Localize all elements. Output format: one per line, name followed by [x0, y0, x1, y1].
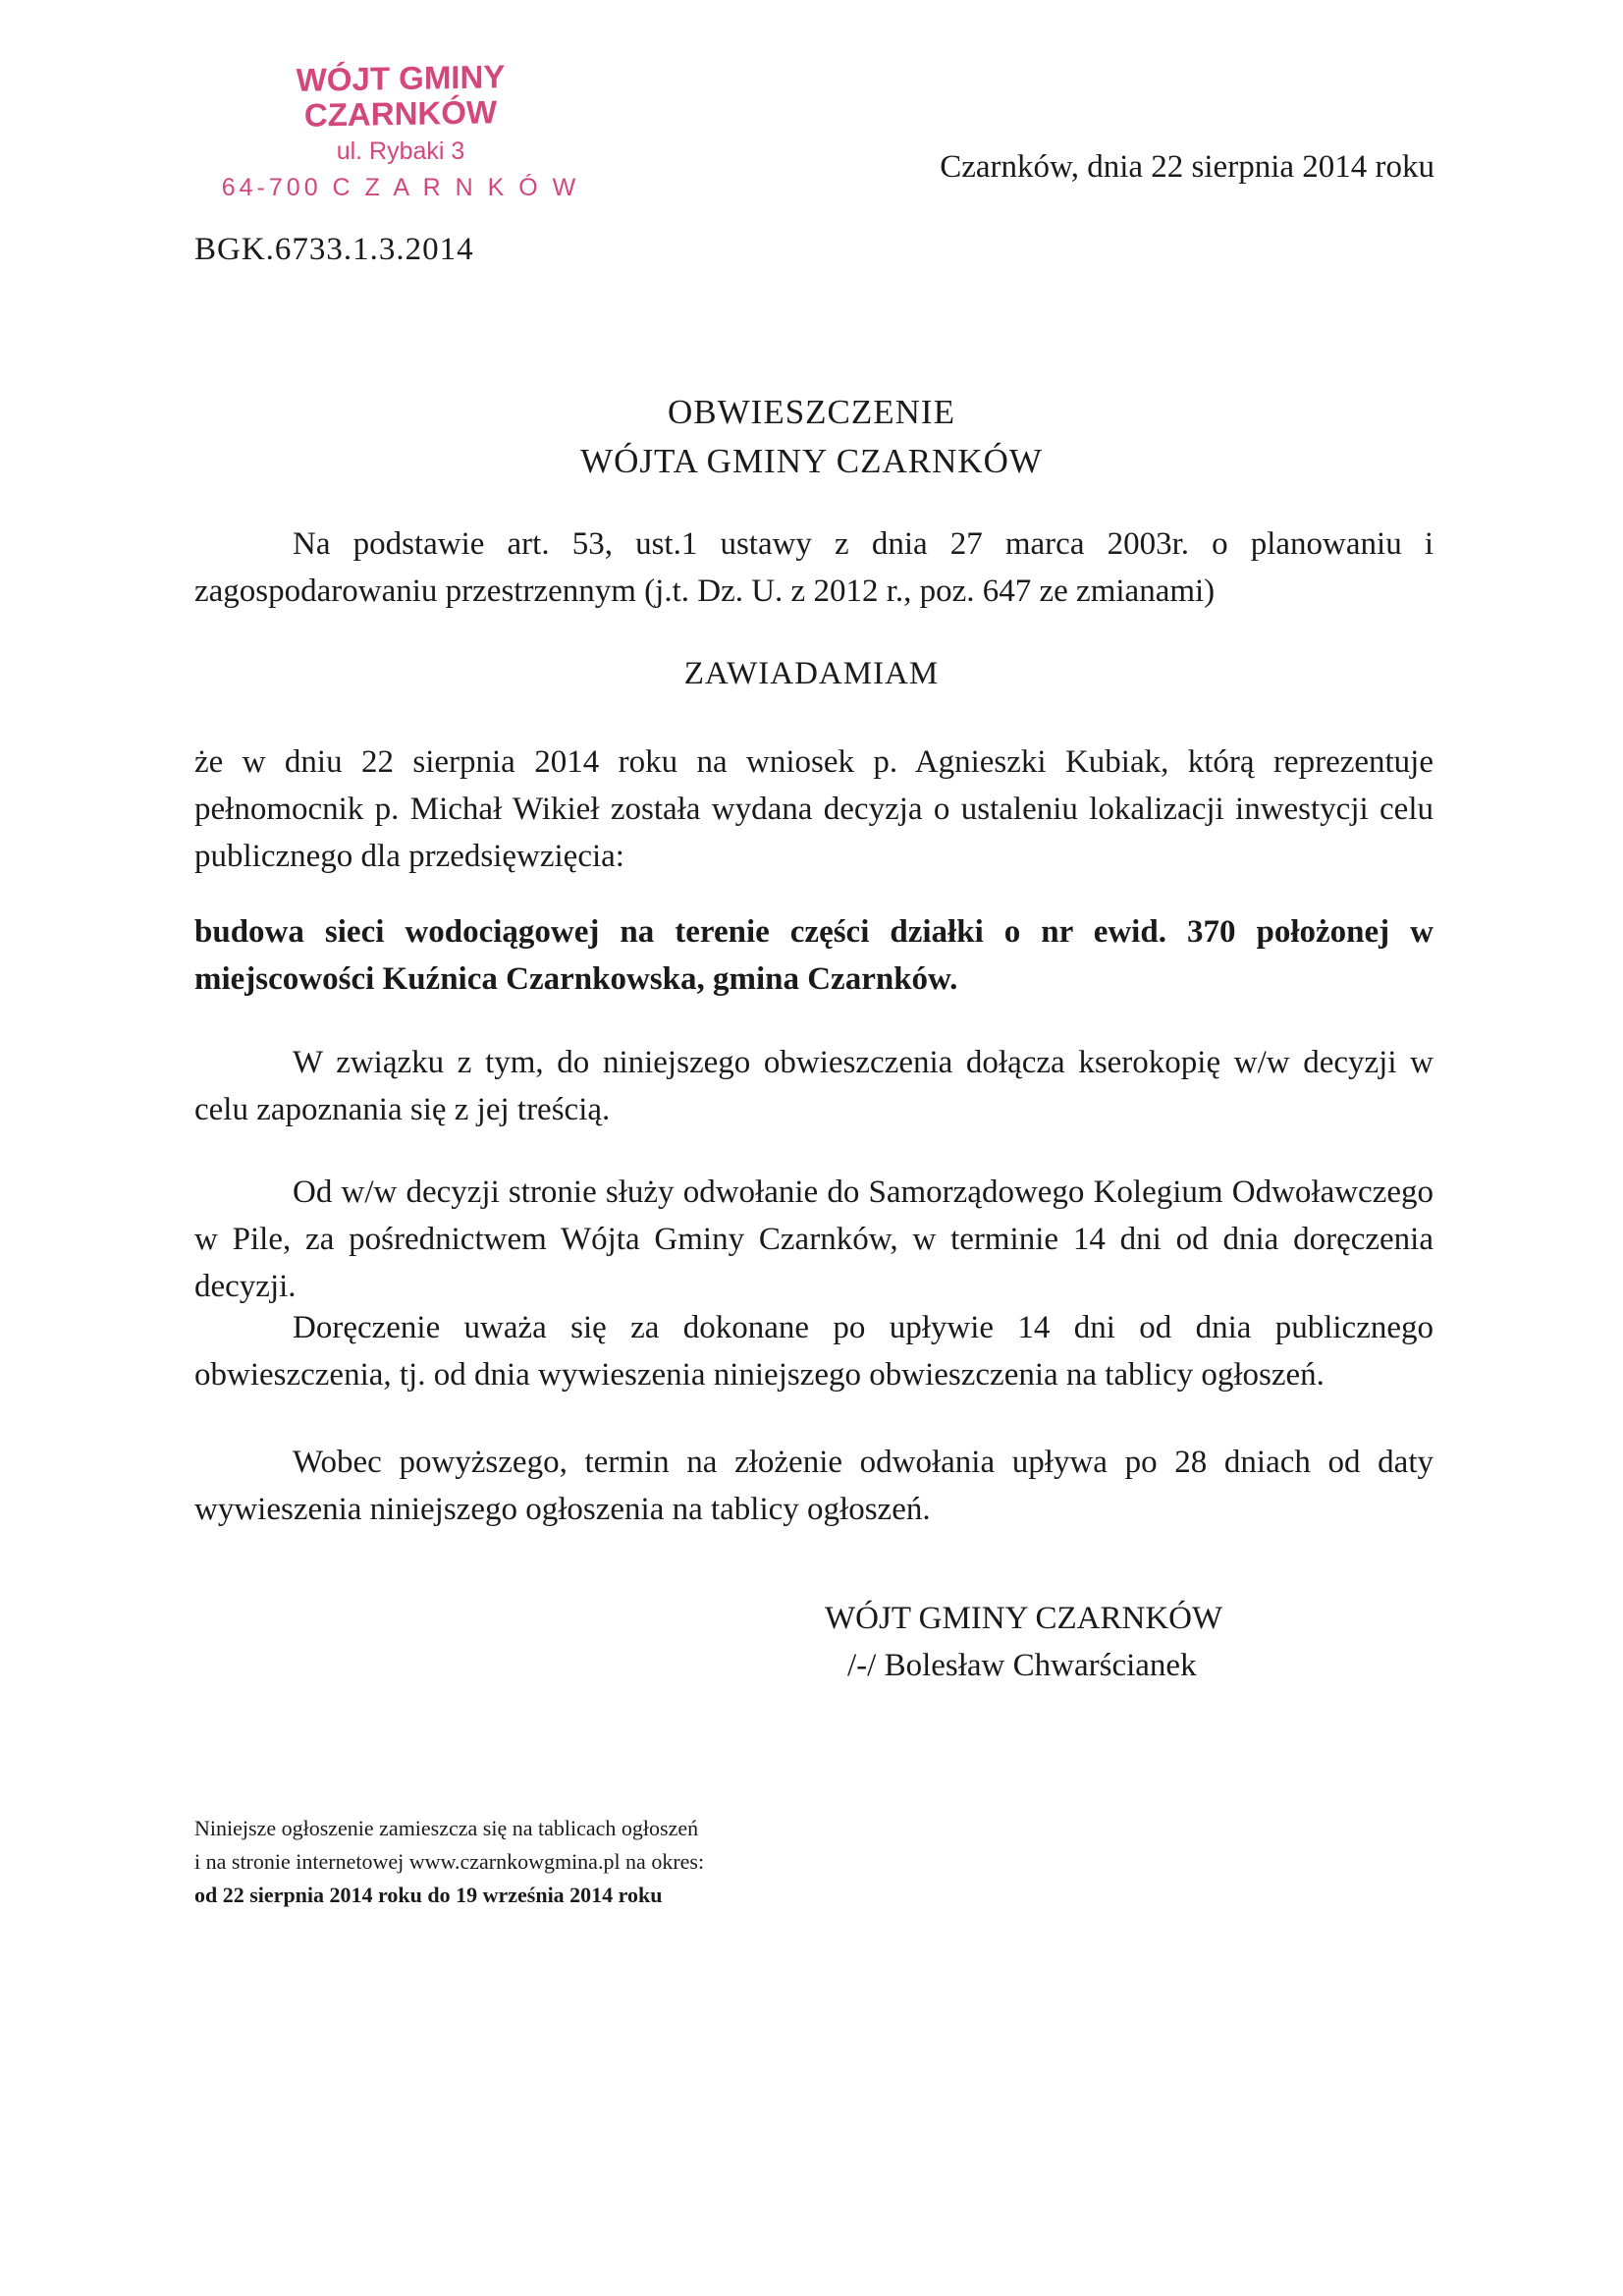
signature-office: WÓJT GMINY CZARNKÓW	[825, 1601, 1223, 1636]
appeal-paragraph: Od w/w decyzji stronie służy odwołanie do Samorządowego Kolegium Odwoławczego w Pile, za pośrednictwem Wójta Gminy Czarnków, w terminie 14 dni od dnia doręczenia decyzji.	[194, 1175, 1434, 1304]
announce-heading: ZAWIADAMIAM	[683, 656, 940, 691]
document-title: OBWIESZCZENIE	[668, 393, 955, 431]
notice-paragraph: że w dniu 22 sierpnia 2014 roku na wniosek p. Agnieszki Kubiak, którą reprezentuje pełnomocnik p. Michał Wikieł została wydana decyzja o ustaleniu lokalizacji inwestycji celu publicznego dla przedsięwzięcia:	[194, 744, 1434, 874]
place-and-date: Czarnków, dnia 22 sierpnia 2014 roku	[940, 149, 1434, 185]
signature-name: /-/ Bolesław Chwarścianek	[847, 1648, 1197, 1683]
footer-line-1: Niniejsze ogłoszenie zamieszcza się na tablicach ogłoszeń	[194, 1816, 699, 1840]
footer-line-3: od 22 sierpnia 2014 roku do 19 września 2014 roku	[194, 1883, 663, 1907]
project-paragraph: budowa sieci wodociągowej na terenie części działki o nr ewid. 370 położonej w miejscowości Kuźnica Czarnkowska, gmina Czarnków.	[194, 914, 1434, 997]
delivery-paragraph: Doręczenie uważa się za dokonane po upływie 14 dni od dnia publicznego obwieszczenia, tj. od dnia wywieszenia niniejszego obwieszczenia na tablicy ogłoszeń.	[194, 1310, 1434, 1393]
reference-number: BGK.6733.1.3.2014	[194, 232, 474, 267]
stamp-street: ul. Rybaki 3	[336, 137, 465, 165]
legal-basis-paragraph: Na podstawie art. 53, ust.1 ustawy z dnia 27 marca 2003r. o planowaniu i zagospodarowaniu przestrzennym (j.t. Dz. U. z 2012 r., poz. 647 ze zmianami)	[194, 526, 1434, 609]
stamp-title: WÓJT GMINY CZARNKÓW	[296, 58, 506, 135]
stamp-city: 64-700 C Z A R N K Ó W	[221, 174, 580, 202]
footer-line-2: i na stronie internetowej www.czarnkowgmina.pl na okres:	[194, 1849, 705, 1874]
deadline-paragraph: Wobec powyższego, termin na złożenie odwołania upływa po 28 dniach od daty wywieszenia niniejszego ogłoszenia na tablicy ogłoszeń.	[194, 1445, 1434, 1527]
office-stamp	[209, 58, 592, 202]
attachment-paragraph: W związku z tym, do niniejszego obwieszczenia dołącza kserokopię w/w decyzji w celu zapoznania się z jej treścią.	[194, 1045, 1434, 1127]
document-subtitle: WÓJTA GMINY CZARNKÓW	[580, 442, 1043, 480]
